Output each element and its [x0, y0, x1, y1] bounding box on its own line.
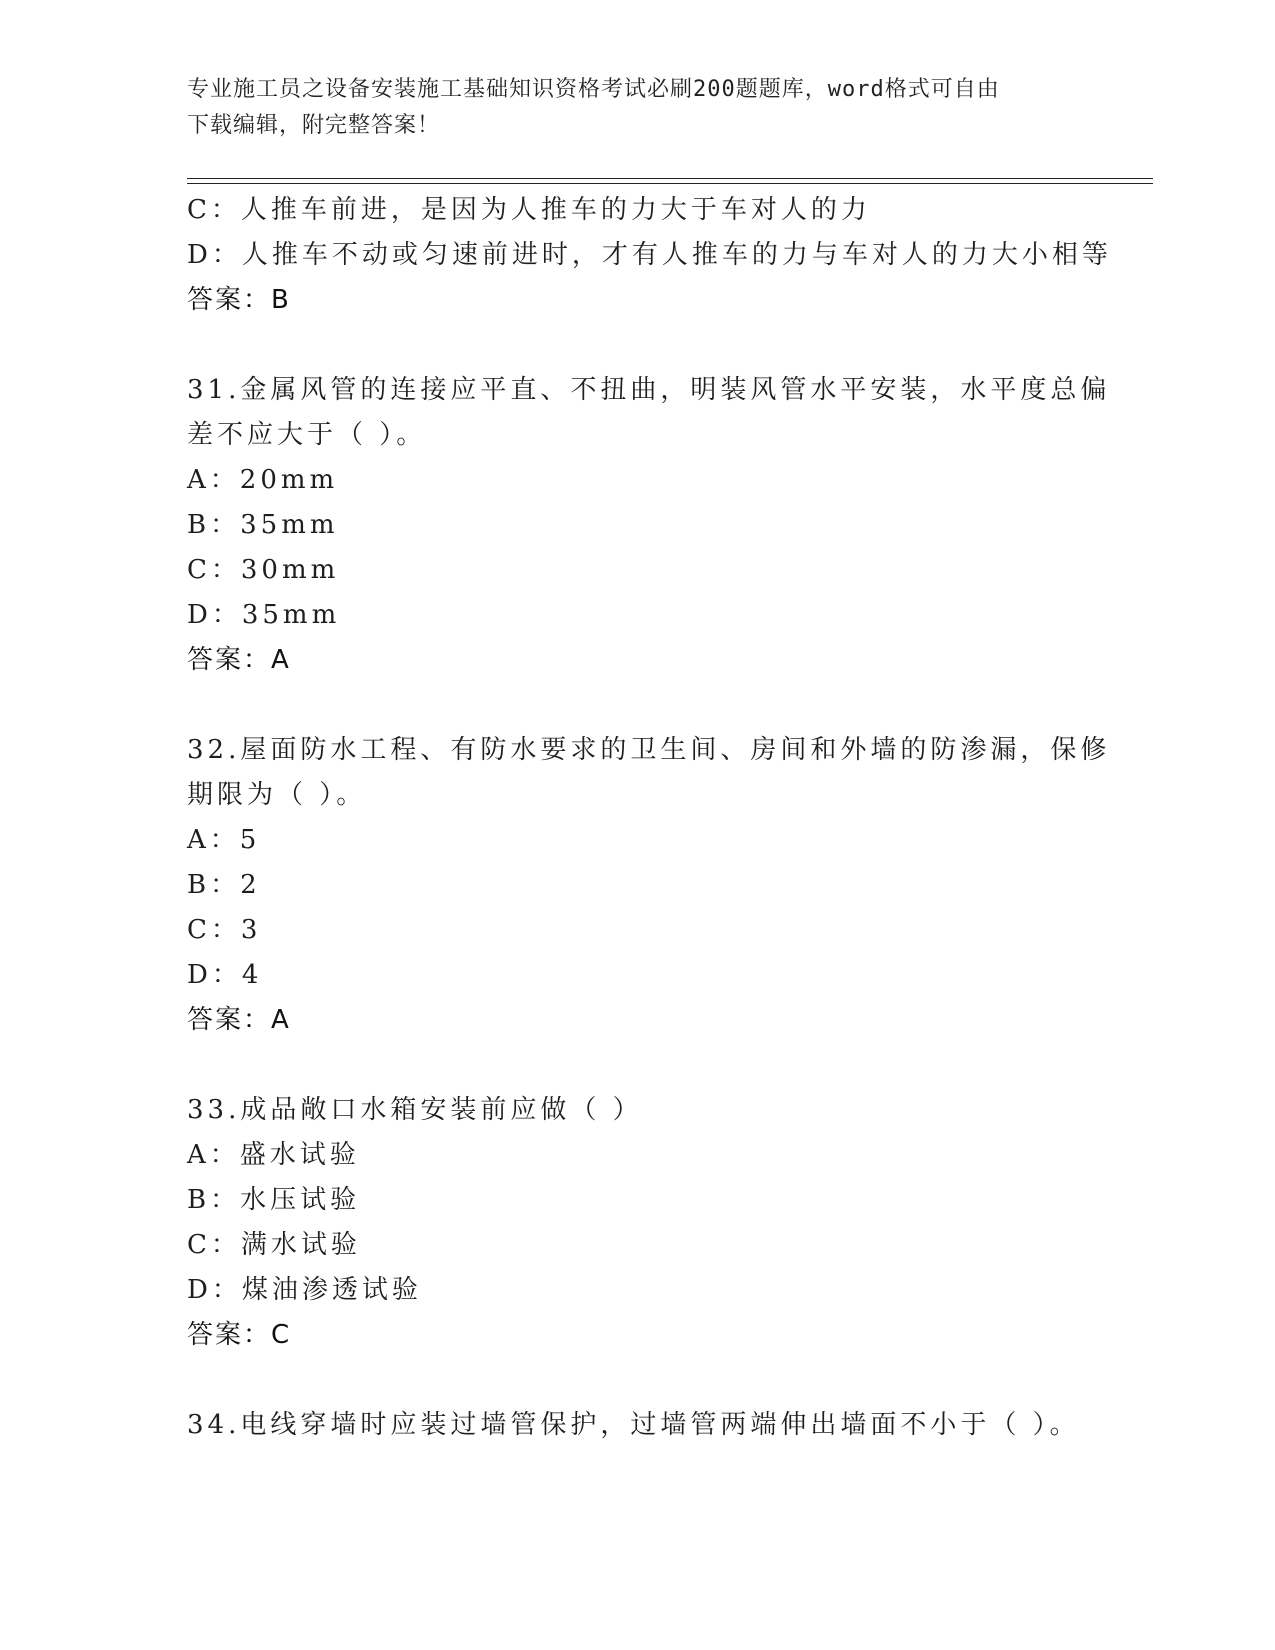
- question-33-option-c: C：满水试验: [187, 1230, 361, 1260]
- header-divider-bottom: [187, 183, 1153, 184]
- question-33-option-a: A：盛水试验: [187, 1140, 360, 1170]
- question-31-answer: 答案：A: [187, 645, 291, 675]
- question-32-answer: 答案：A: [187, 1005, 291, 1035]
- question-34-stem-line-1: 34.电线穿墙时应装过墙管保护，过墙管两端伸出墙面不小于（ ）。: [187, 1410, 1080, 1440]
- prev-option-d: D：人推车不动或匀速前进时，才有人推车的力与车对人的力大小相等: [187, 240, 1112, 270]
- question-31-stem-line-2: 差不应大于（ ）。: [187, 420, 427, 450]
- question-32-stem-line-1: 32.屋面防水工程、有防水要求的卫生间、房间和外墙的防渗漏，保修: [187, 735, 1111, 765]
- question-33-answer: 答案：C: [187, 1320, 292, 1350]
- question-31-option-c: C：30mm: [187, 555, 340, 585]
- question-33-stem-line-1: 33.成品敞口水箱安装前应做（ ）: [187, 1095, 643, 1125]
- header-title-line-2: 下载编辑，附完整答案！: [187, 113, 441, 138]
- question-32-stem-line-2: 期限为（ ）。: [187, 780, 367, 810]
- question-32-option-d: D：4: [187, 960, 263, 990]
- document-header: [187, 72, 1087, 144]
- header-divider-top: [187, 178, 1153, 179]
- question-31-option-d: D：35mm: [187, 600, 341, 630]
- question-31-option-b: B：35mm: [187, 510, 339, 540]
- prev-answer: 答案：B: [187, 285, 291, 315]
- question-31-stem-line-1: 31.金属风管的连接应平直、不扭曲，明装风管水平安装，水平度总偏: [187, 375, 1111, 405]
- prev-option-c: C：人推车前进，是因为人推车的力大于车对人的力: [187, 195, 871, 225]
- header-title-line-1: 专业施工员之设备安装施工基础知识资格考试必刷200题题库，word格式可自由: [187, 77, 1000, 102]
- question-33-option-d: D：煤油渗透试验: [187, 1275, 422, 1305]
- question-32-option-c: C：3: [187, 915, 262, 945]
- question-32-option-a: A：5: [187, 825, 261, 855]
- question-31-option-a: A：20mm: [187, 465, 339, 495]
- question-32-option-b: B：2: [187, 870, 261, 900]
- question-33-option-b: B：水压试验: [187, 1185, 361, 1215]
